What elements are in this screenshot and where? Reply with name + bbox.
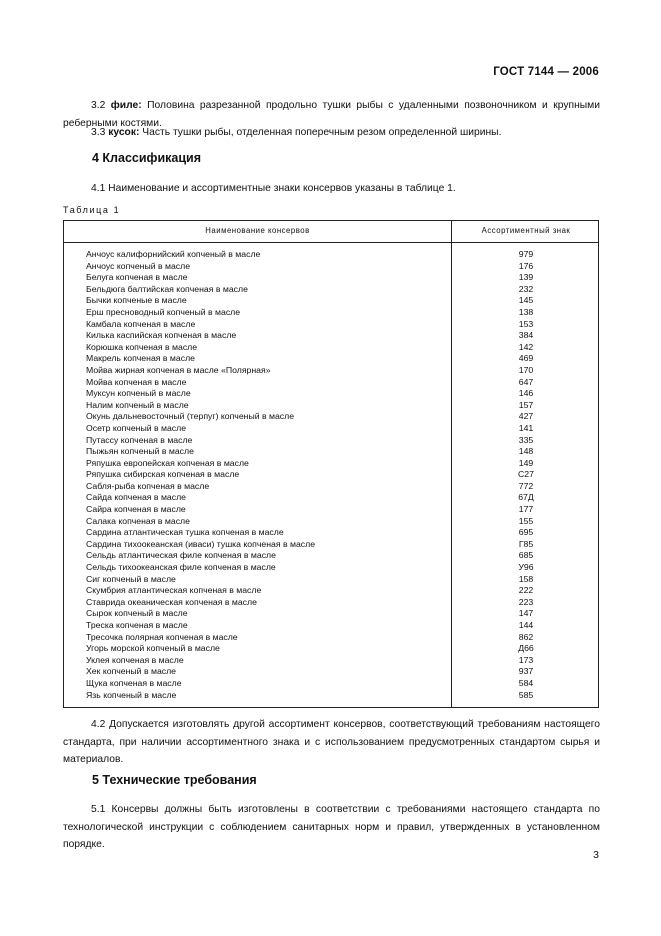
assortment-code: 335 [518, 434, 534, 445]
assortment-code: 141 [518, 422, 534, 433]
product-name: Тресочка полярная копченая в масле [86, 631, 238, 642]
table-row [64, 353, 598, 365]
table-row [64, 342, 598, 354]
assortment-code: 862 [518, 631, 534, 642]
assortment-code: 142 [518, 341, 534, 352]
table-row [64, 423, 598, 435]
assortment-code: 149 [518, 457, 534, 468]
assortment-code: 139 [518, 272, 534, 283]
definition-number: 3.3 [91, 127, 106, 138]
document-code: ГОСТ 7144 — 2006 [493, 66, 599, 78]
assortment-code: 384 [518, 330, 534, 341]
table-row [64, 330, 598, 342]
assortment-code: 585 [518, 689, 534, 700]
product-name: Щука копченая в масле [86, 677, 182, 688]
product-name: Салака копченая в масле [86, 515, 190, 526]
product-name: Белуга копченая в масле [86, 272, 188, 283]
product-name: Язь копченый в масле [86, 689, 177, 700]
assortment-code: Г85 [518, 538, 534, 549]
product-name: Налим копченый в масле [86, 399, 189, 410]
paragraph-5-1-text: 5.1 Консервы должны быть изготовлены в соответствии с требованиями настоящего стандарта по технологической инструкции с соблюдением санитарных норм и правил, утвержденных в установленном порядке. [63, 804, 600, 850]
table-body [64, 249, 598, 701]
product-name: Угорь морской копченый в масле [86, 643, 220, 654]
product-name: Осетр копченый в масле [86, 422, 187, 433]
product-name: Сардина тихоокеанская (иваси) тушка копченая в масле [86, 538, 316, 549]
assortment-code: 232 [518, 283, 534, 294]
paragraph-4-1-text: 4.1 Наименование и ассортиментные знаки консервов указаны в таблице 1. [91, 183, 456, 194]
assortment-code: 158 [518, 573, 534, 584]
table-row [64, 481, 598, 493]
product-name: Мойва жирная копченая в масле «Полярная» [86, 364, 271, 375]
table-row [64, 539, 598, 551]
table-row [64, 295, 598, 307]
assortment-code: 170 [518, 364, 534, 375]
product-name: Скумбрия атлантическая копченая в масле [86, 585, 262, 596]
definition-term: филе: [110, 100, 142, 111]
definition-text: Часть тушки рыбы, отделенная поперечным резом определенной ширины. [139, 127, 502, 138]
assortment-code: 695 [518, 527, 534, 538]
table-row [64, 365, 598, 377]
page-number: 3 [593, 849, 599, 861]
paragraph-4-1 [63, 180, 600, 198]
table-row [64, 527, 598, 539]
assortment-code: 176 [518, 260, 534, 271]
table-row [64, 504, 598, 516]
table-row [64, 411, 598, 423]
definition-3-3 [63, 124, 600, 142]
product-name: Сайда копченая в масле [86, 492, 186, 503]
assortment-code: 153 [518, 318, 534, 329]
assortment-code: С27 [518, 469, 534, 480]
assortment-code: 685 [518, 550, 534, 561]
assortment-code: 469 [518, 353, 534, 364]
table-row [64, 249, 598, 261]
table-row [64, 516, 598, 528]
assortment-code: 173 [518, 654, 534, 665]
assortment-code: Д66 [518, 643, 534, 654]
assortment-code: 155 [518, 515, 534, 526]
table-row [64, 574, 598, 586]
product-name: Сайра копченая в масле [86, 504, 186, 515]
table-row [64, 435, 598, 447]
assortment-code: У96 [518, 562, 534, 573]
product-name: Сельдь атлантическая филе копченая в масле [86, 550, 276, 561]
assortment-code: 157 [518, 399, 534, 410]
table-row [64, 608, 598, 620]
table-row [64, 284, 598, 296]
product-name: Корюшка копченая в масле [86, 341, 198, 352]
column-header-code: Ассортиментный знак [481, 226, 571, 235]
assortment-code: 144 [518, 620, 534, 630]
assortment-code: 647 [518, 376, 534, 387]
section-4-heading: 4 Классификация [92, 151, 202, 165]
table-row [64, 319, 598, 331]
product-name: Треска копченая в масле [86, 620, 188, 630]
definition-term: кусок: [108, 127, 140, 138]
assortment-code: 427 [518, 411, 534, 422]
section-5-heading: 5 Технические требования [92, 773, 257, 787]
table-row [64, 492, 598, 504]
product-name: Уклея копченая в масле [86, 654, 184, 665]
table-row [64, 678, 598, 690]
product-name: Сабля-рыба копченая в масле [86, 480, 210, 491]
assortment-code: 937 [518, 666, 534, 677]
assortment-code: 147 [518, 608, 534, 619]
assortment-code: 584 [518, 677, 534, 688]
assortment-code: 146 [518, 388, 534, 399]
assortment-code: 67Д [518, 492, 534, 503]
definition-number: 3.2 [91, 100, 106, 111]
table-row [64, 666, 598, 678]
product-name: Анчоус копченый в масле [86, 260, 191, 271]
product-name: Ерш пресноводный копченый в масле [86, 306, 241, 317]
product-name: Макрель копченая в масле [86, 353, 195, 364]
paragraph-4-2 [63, 716, 600, 769]
product-name: Окунь дальневосточный (терпуг) копченый в масле [86, 411, 295, 422]
product-name: Бычки копченые в масле [86, 295, 187, 306]
table-row [64, 469, 598, 481]
table-row [64, 400, 598, 412]
paragraph-5-1 [63, 801, 600, 854]
table-row [64, 597, 598, 609]
assortment-code: 177 [518, 504, 534, 515]
table-row [64, 388, 598, 400]
table-row [64, 377, 598, 389]
product-name: Сардина атлантическая тушка копченая в масле [86, 527, 284, 538]
product-name: Сиг копченый в масле [86, 573, 176, 584]
table-row [64, 655, 598, 667]
table-row [64, 620, 598, 632]
product-name: Килька каспийская копченая в масле [86, 330, 237, 341]
product-name: Ряпушка сибирская копченая в масле [86, 469, 240, 480]
assortment-code: 138 [518, 306, 534, 317]
product-name: Ряпушка европейская копченая в масле [86, 457, 249, 468]
column-header-name: Наименование консервов [205, 226, 310, 235]
assortment-code: 772 [518, 480, 534, 491]
assortment-code: 148 [518, 446, 534, 457]
paragraph-4-2-text: 4.2 Допускается изготовлять другой ассортимент консервов, соответствующий требованиям настоящего стандарта, при наличии ассортиментного знака и с использованием предусмотренных стандартом сырья и материалов. [63, 719, 600, 765]
assortment-code: 979 [518, 249, 534, 259]
header-divider [64, 242, 598, 243]
table-row [64, 585, 598, 597]
product-name: Муксун копченый в масле [86, 388, 191, 399]
product-name: Пыжьян копченый в масле [86, 446, 194, 457]
assortment-code: 223 [518, 596, 534, 607]
table-row [64, 690, 598, 702]
table-caption: Таблица 1 [63, 205, 121, 215]
product-name: Хек копченый в масле [86, 666, 177, 677]
product-name: Ставрида океаническая копченая в масле [86, 596, 257, 607]
product-name: Бельдюга балтийская копченая в масле [86, 283, 248, 294]
product-name: Камбала копченая в масле [86, 318, 196, 329]
table-row [64, 261, 598, 273]
assortment-table [63, 220, 599, 708]
assortment-code: 145 [518, 295, 534, 306]
table-row [64, 272, 598, 284]
product-name: Сырок копченый в масле [86, 608, 188, 619]
table-row [64, 550, 598, 562]
table-row [64, 632, 598, 644]
definition-text: Половина разрезанной продольно тушки рыбы с удаленными позвоночником и крупными реберными костями. [63, 100, 600, 129]
product-name: Мойва копченая в масле [86, 376, 187, 387]
table-row [64, 562, 598, 574]
assortment-code: 222 [518, 585, 534, 596]
table-row [64, 458, 598, 470]
table-row [64, 307, 598, 319]
product-name: Путассу копченая в масле [86, 434, 193, 445]
product-name: Анчоус калифорнийский копченый в масле [86, 249, 261, 259]
product-name: Сельдь тихоокеанская филе копченая в масле [86, 562, 276, 573]
table-row [64, 446, 598, 458]
table-row [64, 643, 598, 655]
